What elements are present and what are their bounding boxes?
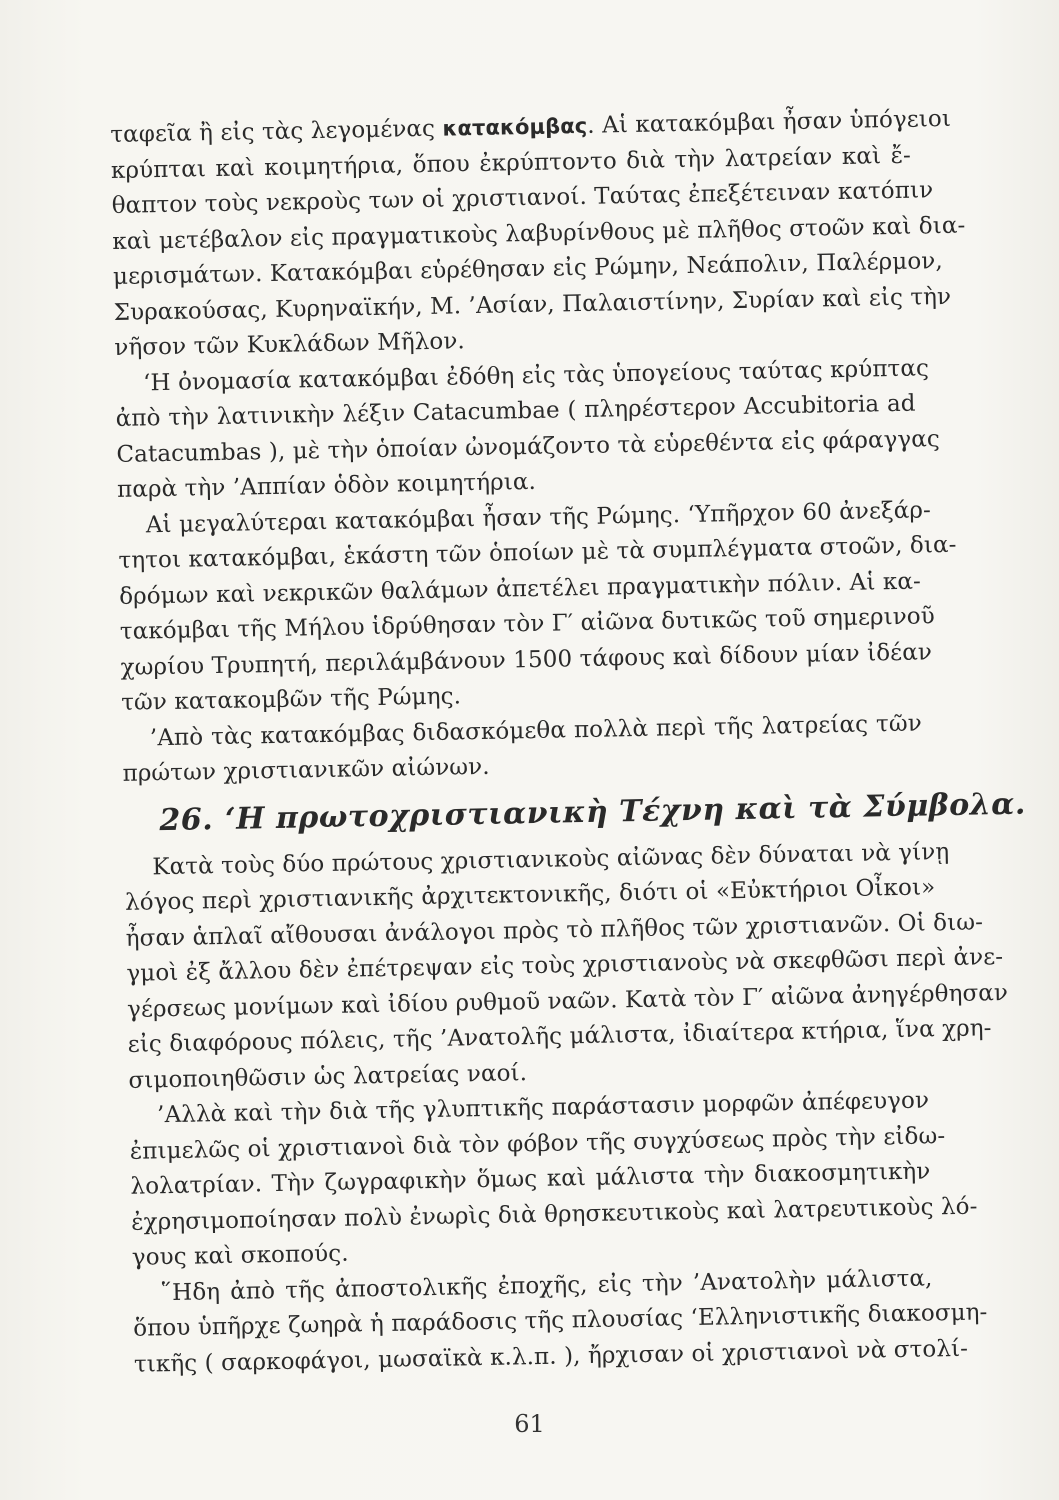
- text-line: κρύπται καὶ κοιμητήρια, ὅπου ἐκρύπτοντο διὰ τὴν λατρείαν καὶ ἔ-: [110, 142, 912, 184]
- text-line: δρόμων καὶ νεκρικῶν θαλάμων ἀπετέλει πραγματικὴν πόλιν. Αἱ κα-: [118, 568, 922, 610]
- page-number: 61: [514, 1410, 545, 1438]
- text-line: ’Απὸ τὰς κατακόμβας διδασκόμεθα πολλὰ περὶ τῆς λατρείας τῶν: [149, 710, 923, 751]
- text-line: χωρίου Τρυπητή, περιλάμβάνουν 1500 τάφους καὶ δίδουν μίαν ἰδέαν: [120, 638, 933, 681]
- section-number: 26.: [159, 801, 214, 838]
- text-line: ’Αλλὰ καὶ τὴν διὰ τῆς γλυπτικῆς παράστασιν μορφῶν ἀπέφευγον: [156, 1087, 930, 1129]
- text-line: ἀπὸ τὴν λατινικὴν λέξιν Catacumbae ( πληρέστερον Accubitoria ad: [115, 390, 916, 432]
- text-line: εἰς διαφόρους πόλεις, τῆς ’Ανατολῆς μάλιστα, ἰδιαίτερα κτήρια, ἵνα χρη-: [127, 1015, 992, 1058]
- text-line: καὶ μετέβαλον εἰς πραγματικοὺς λαβυρίνθους μὲ πλῆθος στοῶν καὶ δια-: [112, 212, 966, 255]
- text-line: σιμοποιηθῶσιν ὡς λατρείας ναοί.: [128, 1059, 528, 1094]
- page-body-text: [110, 103, 1027, 1383]
- text-line: ἐπιμελῶς οἱ χριστιανοὶ διὰ τὸν φόβον τῆς συγχύσεως πρὸς τὴν εἰδω-: [129, 1122, 946, 1165]
- text-line: τικῆς ( σαρκοφάγοι, μωσαϊκὰ κ.λ.π. ), ἤρχισαν οἱ χριστιανοὶ νὰ στολί-: [133, 1335, 969, 1378]
- text-line: ῞Ηδη ἀπὸ τῆς ἀποστολικῆς ἐποχῆς, εἰς τὴν ’Ανατολὴν μάλιστα,: [160, 1264, 933, 1306]
- text-line: ἦσαν ἁπλαῖ αἴθουσαι ἀνάλογοι πρὸς τὸ πλῆθος τῶν χριστιανῶν. Οἱ διω-: [125, 908, 984, 952]
- text-line: ταφεῖα ἢ εἰς τὰς λεγομένας κατακόμβας. Αἱ κατακόμβαι ἦσαν ὑπόγειοι: [110, 105, 952, 148]
- text-line: Αἱ μεγαλύτεραι κατακόμβαι ἦσαν τῆς Ρώμης. ‘Υπῆρχον 60 ἀνεξάρ-: [145, 496, 932, 538]
- text-line: τακόμβαι τῆς Μήλου ἱδρύθησαν τὸν Γ′ αἰῶνα δυτικῶς τοῦ σημερινοῦ: [119, 603, 936, 645]
- text-line: ‘Η ὀνομασία κατακόμβαι ἐδόθη εἰς τὰς ὑπογείους ταύτας κρύπτας: [142, 354, 930, 396]
- text-line: Catacumbas ), μὲ τὴν ὁποίαν ὠνομάζοντο τὰ εὑρεθέντα εἰς φάραγγας: [116, 425, 941, 468]
- text-line: ἐχρησιμοποίησαν πολὺ ἐνωρὶς διὰ θρησκευτικοὺς καὶ λατρευτικοὺς λό-: [130, 1193, 978, 1236]
- text-line: τητοι κατακόμβαι, ἑκάστη τῶν ὁποίων μὲ τὰ συμπλέγματα στοῶν, δια-: [118, 531, 957, 574]
- text-line: λόγος περὶ χριστιανικῆς ἀρχιτεκτονικῆς, διότι οἱ «Εὐκτήριοι Οἶκοι»: [124, 874, 936, 916]
- text-line: γους καὶ σκοπούς.: [131, 1240, 349, 1271]
- text-line: ὅπου ὑπῆρχε ζωηρὰ ἡ παράδοσις τῆς πλουσίας ‘Ελληνιστικῆς διακοσμη-: [132, 1299, 988, 1342]
- text-line: θαπτον τοὺς νεκροὺς των οἱ χριστιανοί. Ταύτας ἐπεξέτειναν κατόπιν: [111, 177, 934, 219]
- text-line: γμοὶ ἐξ ἄλλου δὲν ἐπέτρεψαν εἰς τοὺς χριστιανοὺς νὰ σκεφθῶσι περὶ ἀνε-: [126, 944, 1004, 987]
- text-line: μερισμάτων. Κατακόμβαι εὑρέθησαν εἰς Ρώμην, Νεάπολιν, Παλέρμον,: [112, 248, 944, 290]
- text-line: λολατρίαν. Τὴν ζωγραφικὴν ὅμως καὶ μάλιστα τὴν διακοσμητικὴν: [130, 1158, 931, 1200]
- section-title: ‘Η πρωτοχριστιανικὴ Τέχνη καὶ τὰ Σύμβολα.: [224, 786, 1027, 837]
- bold-term: κατακόμβας: [442, 113, 588, 141]
- text-line: τῶν κατακομβῶν τῆς Ρώμης.: [120, 683, 462, 716]
- text-line: παρὰ τὴν ’Αππίαν ὁδὸν κοιμητήρια.: [116, 468, 537, 503]
- text-line: γέρσεως μονίμων καὶ ἰδίου ρυθμοῦ ναῶν. Κατὰ τὸν Γ′ αἰῶνα ἀνηγέρθησαν: [126, 979, 1009, 1023]
- text-line: Συρακούσας, Κυρηναϊκήν, Μ. ’Ασίαν, Παλαιστίνην, Συρίαν καὶ εἰς τὴν: [113, 283, 952, 326]
- text-line: πρώτων χριστιανικῶν αἰώνων.: [122, 753, 490, 787]
- text-line: Κατὰ τοὺς δύο πρώτους χριστιανικοὺς αἰῶνας δὲν δύναται νὰ γίνῃ: [152, 838, 950, 880]
- text-line: νῆσον τῶν Κυκλάδων Μῆλον.: [114, 328, 466, 361]
